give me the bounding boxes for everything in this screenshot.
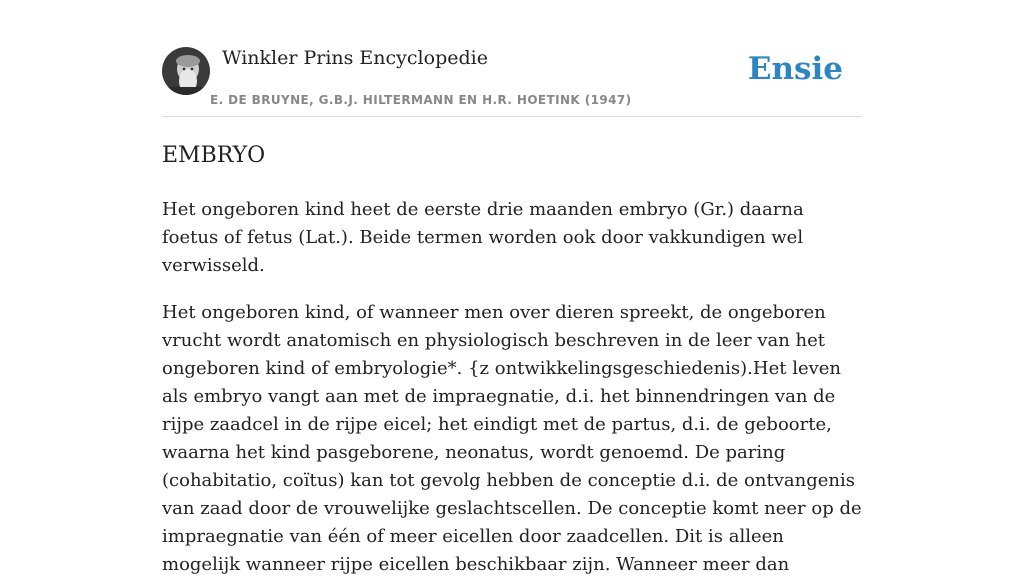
ensie-logo[interactable]: Ensie [747, 51, 843, 87]
author-avatar[interactable] [162, 47, 210, 95]
entry-paragraph: Het ongeboren kind heet de eerste drie maanden embryo (Gr.) daarna foetus of fetus (Lat.). Beide termen worden ook door vakkundigen wel verwisseld. [162, 199, 804, 276]
author-portrait-icon [162, 47, 210, 95]
page [162, 0, 862, 579]
header [162, 0, 862, 117]
publication-title[interactable]: Winkler Prins Encyclopedie [222, 47, 488, 69]
authors-line: E. DE BRUYNE, G.B.J. HILTERMANN EN H.R. HOETINK (1947) [210, 93, 632, 107]
entry-paragraph: Het ongeboren kind, of wanneer men over dieren spreekt, de ongeboren vrucht wordt anatomisch en physiologisch beschreven in de leer van het ongeboren kind of embryologie*. {z ontwikkelingsgeschiedenis).Het leven als embryo vangt aan met de impraegnatie, d.i. het binnendringen van de rijpe zaadcel in de rijpe eicel; het eindigt met de partus, d.i. de geboorte, waarna het kind pasgeborene, neonatus, wordt genoemd. De paring (cohabitatio, coïtus) kan tot gevolg hebben de conceptie d.i. de ontvangenis van zaad door de vrouwelijke geslachtscellen. De conceptie komt neer op de impraegnatie van één of meer eicellen door zaadcellen. Dit is alleen mogelijk wanneer rijpe eicellen beschikbaar zijn. Wanneer meer dan [162, 302, 862, 575]
entry-title: EMBRYO [162, 143, 266, 168]
